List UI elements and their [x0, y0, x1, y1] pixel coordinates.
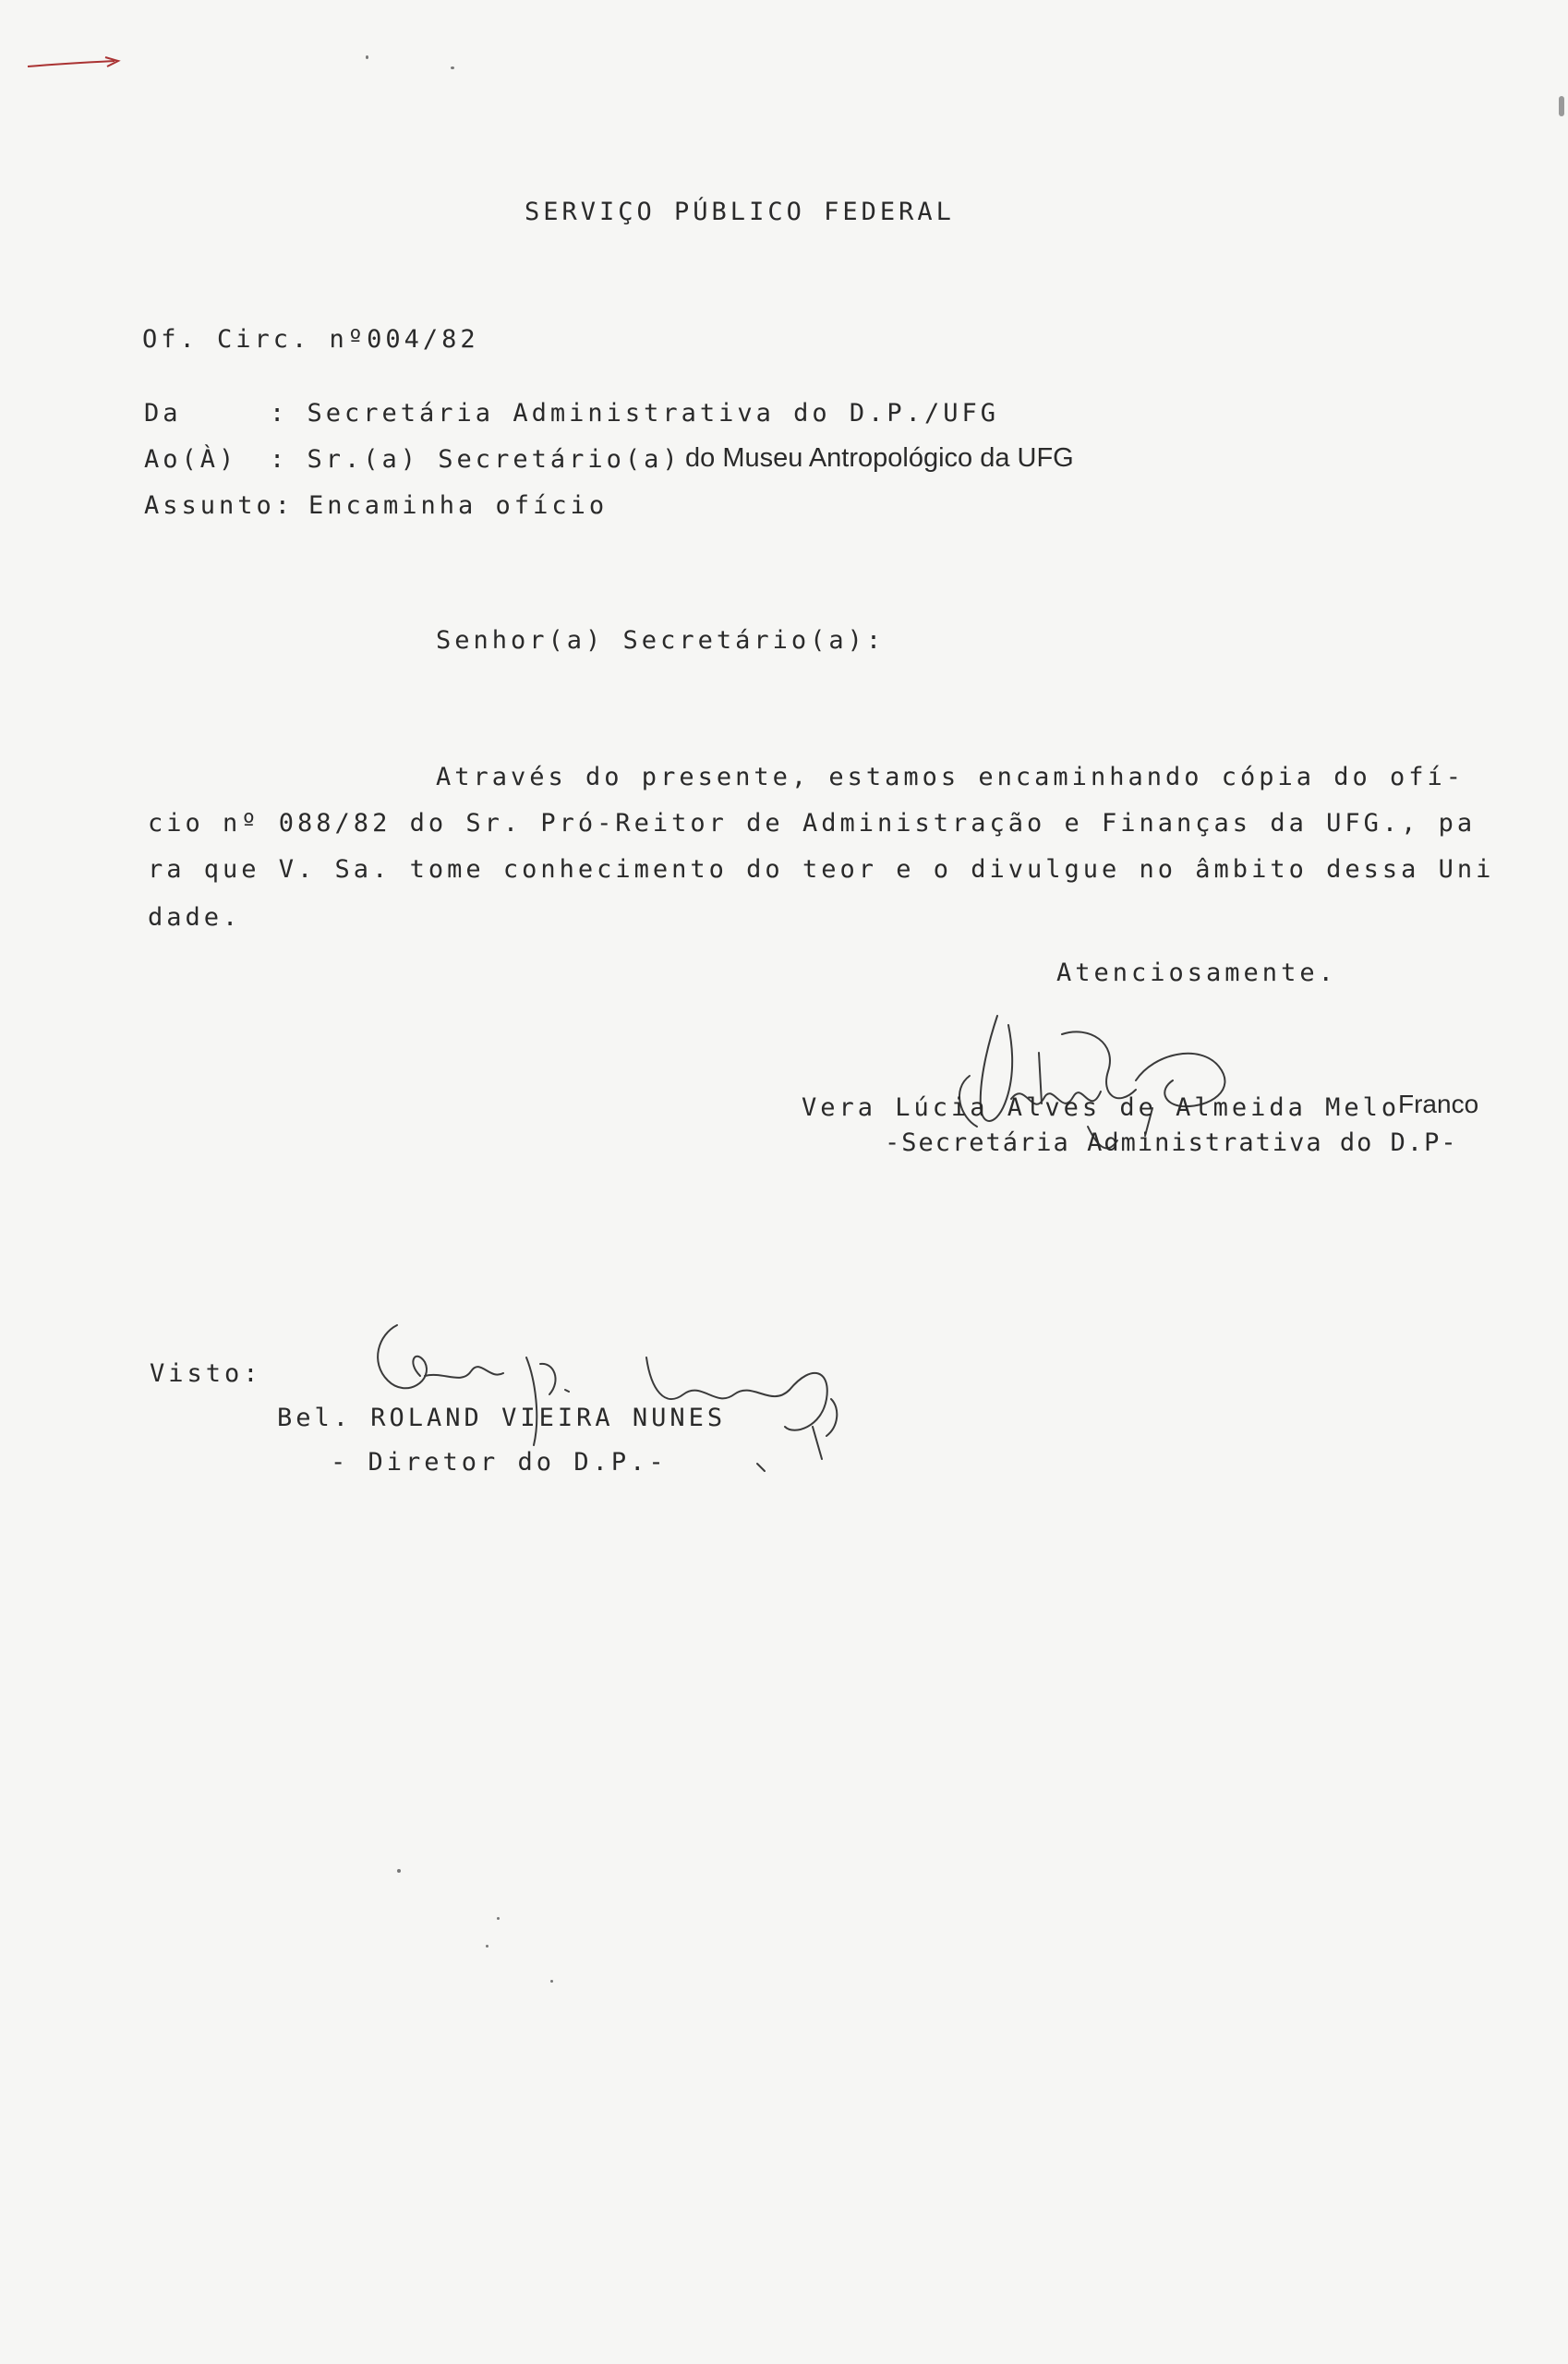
signer-name-added: Franco	[1398, 1090, 1479, 1118]
field-ao-label: Ao(À)	[144, 445, 238, 474]
body-line-4: dade.	[148, 903, 242, 932]
field-ao-value: : Sr.(a) Secretário(a)	[270, 445, 681, 474]
visto-role: - Diretor do D.P.-	[331, 1448, 668, 1477]
paper-speck	[366, 55, 368, 59]
field-ao-value-added: do Museu Antropológico da UFG	[685, 443, 1074, 473]
page-title: SERVIÇO PÚBLICO FEDERAL	[525, 198, 955, 226]
signer-name: Vera Lúcia Alves de Almeida Melo	[802, 1093, 1401, 1122]
paper-speck	[497, 1917, 500, 1920]
paper-speck	[550, 1980, 553, 1983]
field-da-label: Da	[144, 399, 182, 428]
field-da-value: : Secretária Administrativa do D.P./UFG	[270, 399, 999, 428]
body-line-1: Através do presente, estamos encaminhando cópia do ofí-	[436, 763, 1465, 791]
closing: Atenciosamente.	[1056, 959, 1337, 987]
visto-label: Visto:	[150, 1359, 262, 1388]
paper-edge-mark	[1559, 96, 1564, 116]
body-line-2: cio nº 088/82 do Sr. Pró-Reitor de Administração e Finanças da UFG., pa	[148, 809, 1477, 838]
signer-role: -Secretária Administrativa do D.P-	[885, 1128, 1458, 1157]
salutation: Senhor(a) Secretário(a):	[436, 626, 886, 655]
corner-mark	[22, 52, 133, 79]
paper-speck	[486, 1945, 488, 1948]
visto-name: Bel. ROLAND VIEIRA NUNES	[277, 1404, 727, 1432]
field-assunto-label: Assunto:	[144, 491, 295, 520]
reference-number: Of. Circ. nº004/82	[142, 325, 479, 354]
paper-speck	[451, 66, 454, 69]
paper-speck	[397, 1869, 401, 1873]
body-line-3: ra que V. Sa. tome conhecimento do teor e o divulgue no âmbito dessa Uni	[148, 855, 1495, 884]
field-assunto-value: Encaminha ofício	[308, 491, 609, 520]
